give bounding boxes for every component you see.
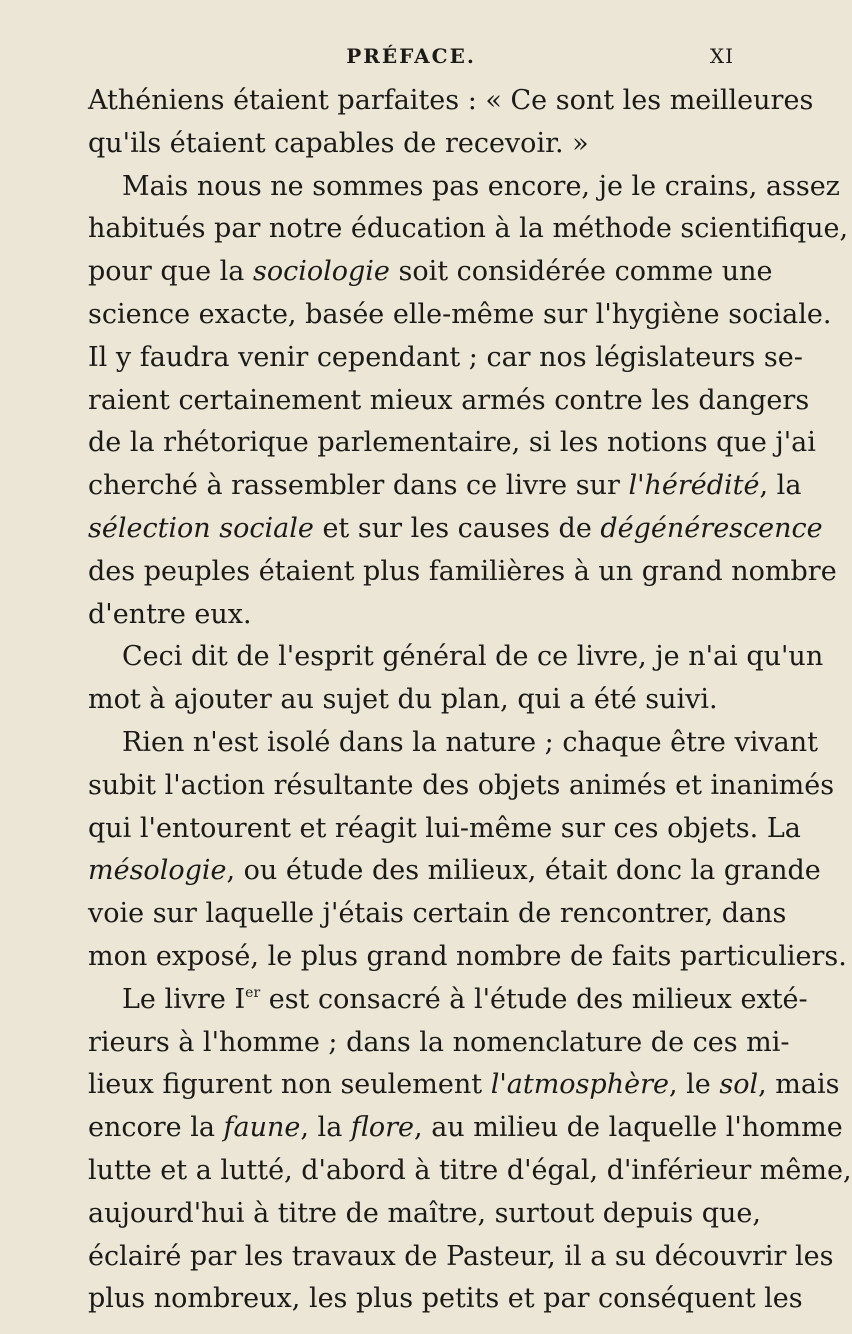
text-line: lutte et a lutté, d'abord à titre d'égal, d'inférieur même,: [88, 1154, 852, 1186]
text-line: Il y faudra venir cependant ; car nos législateurs se-: [88, 341, 803, 373]
text-line: lieux figurent non seulement l'atmosphère, le sol, mais: [88, 1069, 840, 1101]
text-line: science exacte, basée elle-même sur l'hygiène sociale.: [88, 298, 832, 330]
italic-term: mésologie: [88, 855, 227, 887]
italic-term: sélection sociale: [88, 512, 314, 544]
text-line: Le livre Ier est consacré à l'étude des milieux exté-: [122, 983, 808, 1015]
text-line: Mais nous ne sommes pas encore, je le crains, assez: [122, 170, 840, 202]
page-title: PRÉFACE.: [346, 44, 476, 68]
text-line: Rien n'est isolé dans la nature ; chaque être vivant: [122, 726, 818, 758]
text-line: voie sur laquelle j'étais certain de rencontrer, dans: [88, 898, 787, 930]
text-line: subit l'action résultante des objets animés et inanimés: [88, 769, 835, 801]
italic-term: flore: [350, 1112, 415, 1144]
text-line: habitués par notre éducation à la méthode scientifique,: [88, 213, 849, 245]
text-line: mon exposé, le plus grand nombre de faits particuliers.: [88, 940, 847, 972]
italic-term: sociologie: [252, 256, 390, 288]
italic-term: l'hérédité: [628, 470, 760, 502]
text-line: sélection sociale et sur les causes de dégénérescence: [88, 512, 823, 544]
text-line: raient certainement mieux armés contre les dangers: [88, 384, 810, 416]
text-line: éclairé par les travaux de Pasteur, il a su découvrir les: [88, 1240, 834, 1272]
text-line: mot à ajouter au sujet du plan, qui a été suivi.: [88, 684, 718, 716]
text-line: cherché à rassembler dans ce livre sur l'hérédité, la: [88, 470, 802, 502]
text-line: Athéniens étaient parfaites : « Ce sont les meilleures: [88, 85, 814, 116]
text-line: pour que la sociologie soit considérée comme une: [88, 256, 773, 288]
superscript: er: [245, 984, 261, 1001]
italic-term: dégénérescence: [600, 512, 823, 544]
text-line: qui l'entourent et réagit lui-même sur ces objets. La: [88, 812, 801, 844]
text-line: d'entre eux.: [88, 598, 252, 630]
text-line: plus nombreux, les plus petits et par conséquent les: [88, 1283, 803, 1315]
italic-term: l'atmosphère: [490, 1069, 669, 1101]
text-line: qu'ils étaient capables de recevoir. »: [88, 127, 589, 159]
body-text: [88, 80, 852, 1321]
text-line: de la rhétorique parlementaire, si les notions que j'ai: [88, 427, 816, 459]
page-number: XI: [709, 44, 734, 68]
text-line: Ceci dit de l'esprit général de ce livre, je n'ai qu'un: [122, 641, 824, 673]
text-line: encore la faune, la flore, au milieu de laquelle l'homme: [88, 1112, 843, 1144]
text-line: des peuples étaient plus familières à un grand nombre: [88, 555, 837, 587]
text-line: rieurs à l'homme ; dans la nomenclature de ces mi-: [88, 1026, 790, 1058]
italic-term: faune: [223, 1112, 301, 1144]
running-head: [88, 44, 734, 72]
italic-term: sol: [719, 1069, 759, 1101]
text-line: mésologie, ou étude des milieux, était donc la grande: [88, 855, 821, 887]
text-line: aujourd'hui à titre de maître, surtout depuis que,: [88, 1197, 761, 1229]
